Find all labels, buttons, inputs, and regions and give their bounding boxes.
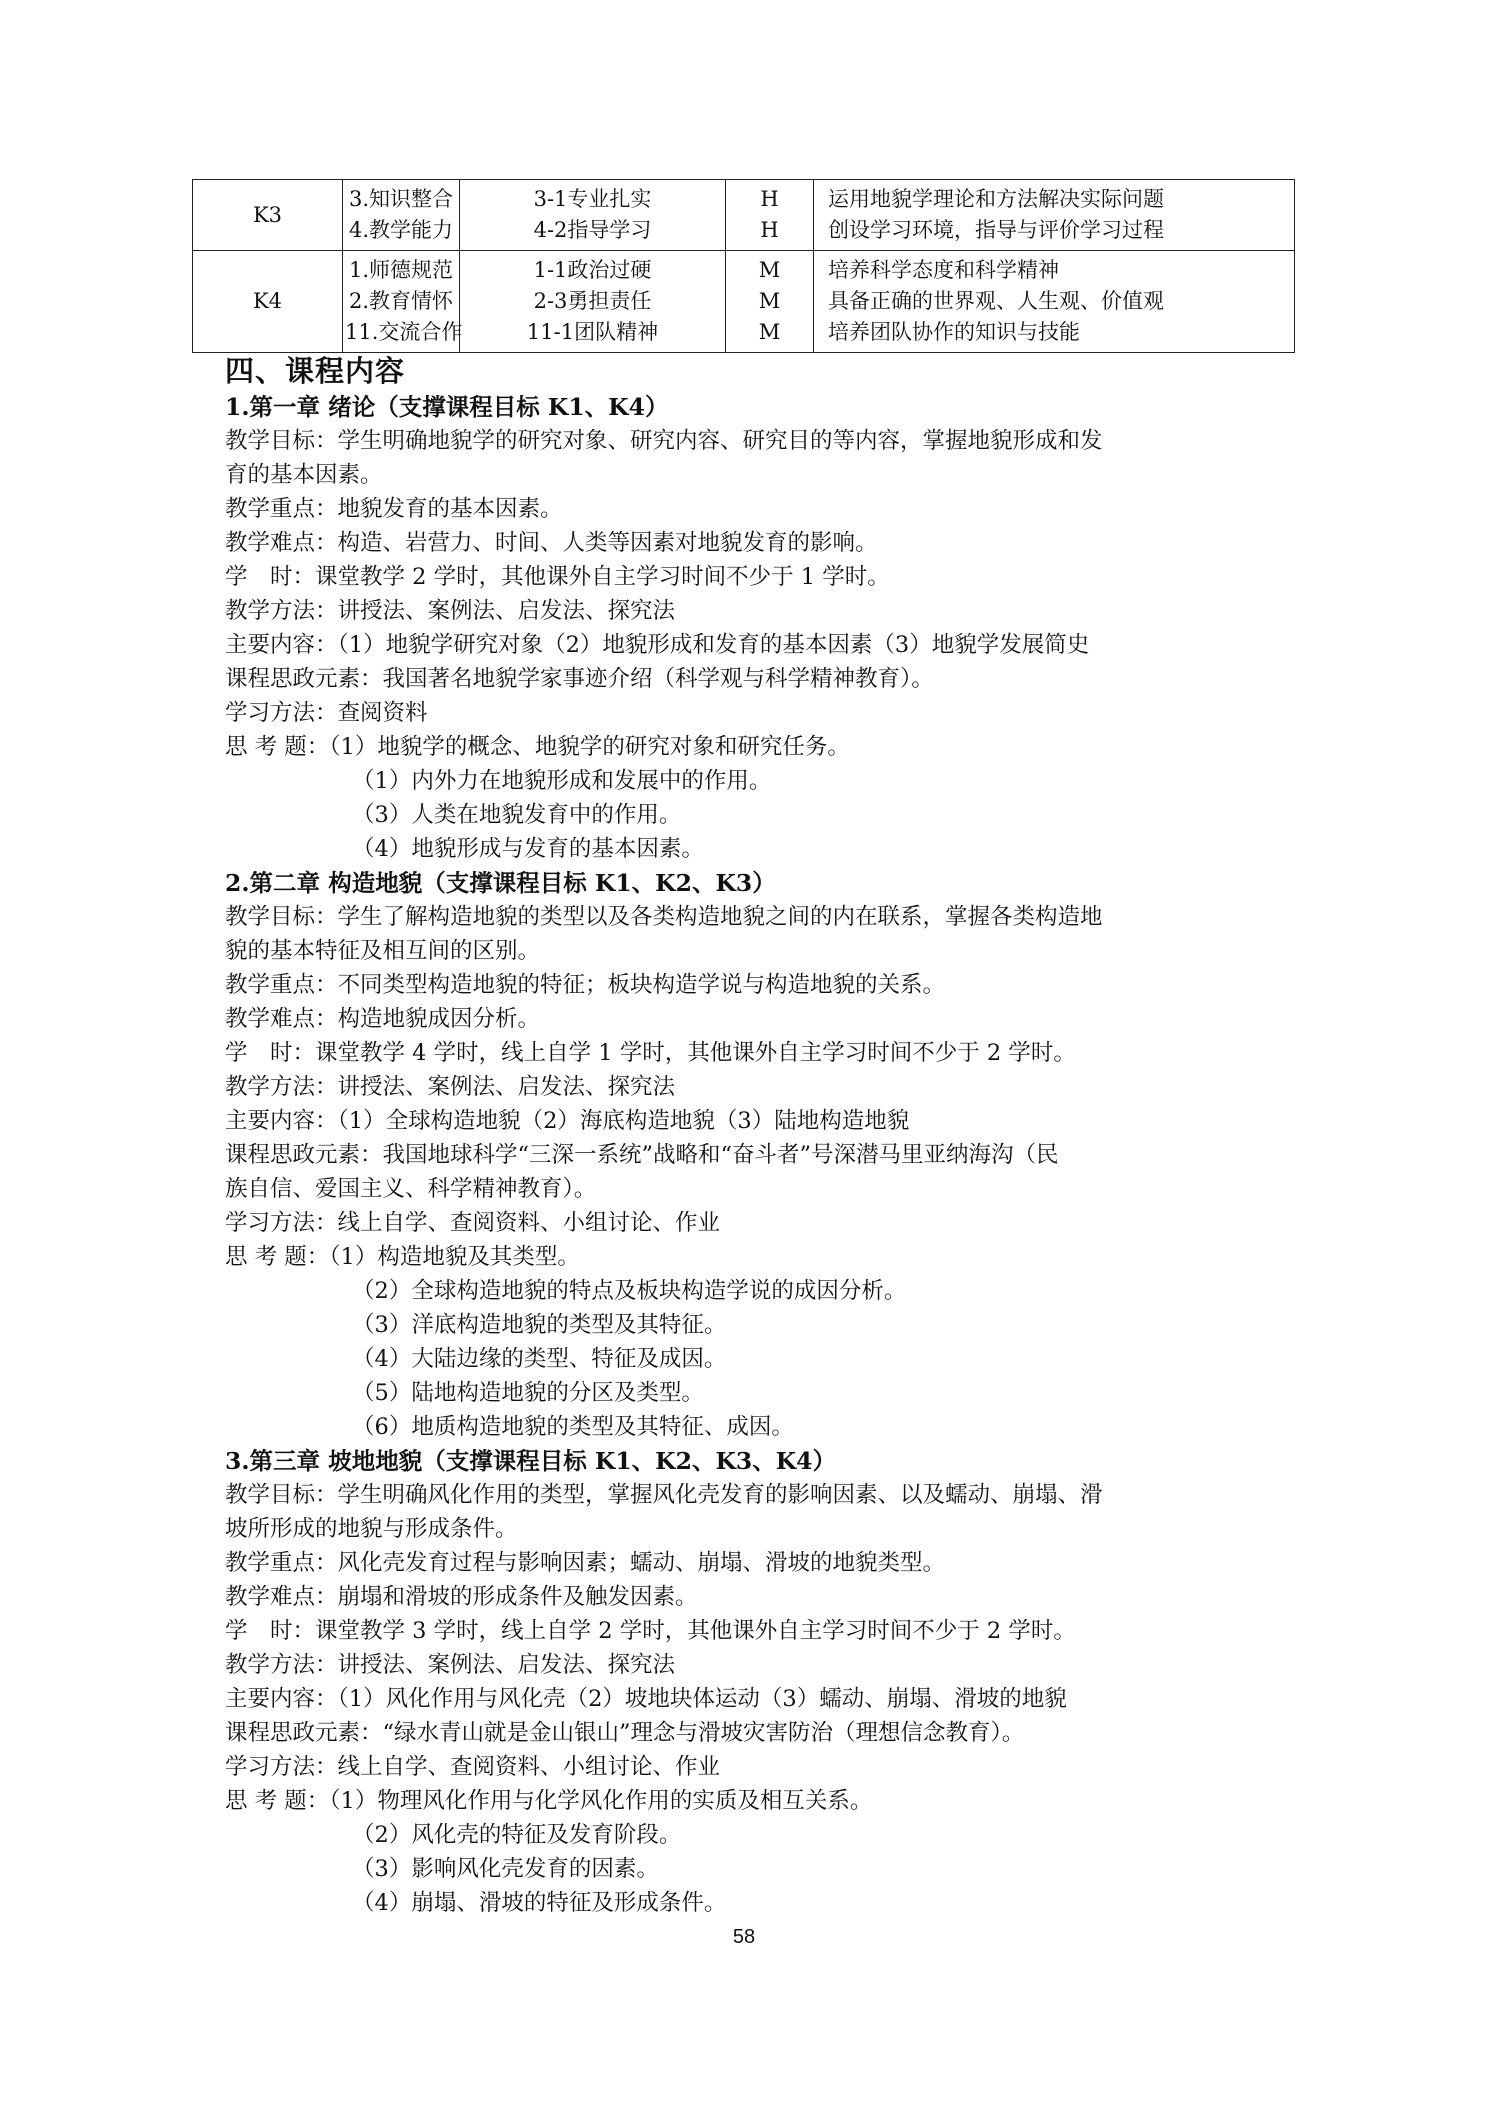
objective-code-cell: K4 [193,251,343,353]
content-line: 运用地貌学理论和方法解决实际问题 [828,187,1164,211]
content-cell [814,251,1295,353]
content-cell [814,180,1295,251]
chapter-line: 教学方法：讲授法、案例法、启发法、探究法 [225,1074,676,1100]
chapter-heading: 1.第一章 绪论（支撑课程目标 K1、K4） [225,393,669,421]
chapter-list [225,390,1285,1920]
requirement-line: 2.教育情怀 [348,289,454,313]
requirement-line: 11.交流合作 [345,320,463,344]
chapter-line: 教学目标：学生明确地貌学的研究对象、研究内容、研究目的等内容，掌握地貌形成和发 [225,428,1103,454]
thinking-question: （6）地质构造地貌的类型及其特征、成因。 [352,1414,794,1440]
indicator-line: 3-1专业扎实 [533,187,652,211]
thinking-question: （4）地貌形成与发育的基本因素。 [352,836,704,862]
chapter-line: 学习方法：查阅资料 [225,700,428,726]
course-content [225,352,1285,1920]
chapter-line: 教学难点：构造、岩营力、时间、人类等因素对地貌发育的影响。 [225,530,878,556]
support-level: M [758,258,781,282]
chapter-line: 教学难点：崩塌和滑坡的形成条件及触发因素。 [225,1584,698,1610]
chapter-heading: 2.第二章 构造地貌（支撑课程目标 K1、K2、K3） [225,869,776,897]
indicator-line: 2-3勇担责任 [533,289,652,313]
thinking-question: （2）风化壳的特征及发育阶段。 [352,1822,682,1848]
course-objectives-table [192,179,1295,353]
table-row [193,251,1295,353]
requirement-cell [343,180,460,251]
chapter-line: 课程思政元素：“绿水青山就是金山银山”理念与滑坡灾害防治（理想信念教育）。 [225,1720,1025,1746]
chapter-line: 学习方法：线上自学、查阅资料、小组讨论、作业 [225,1754,721,1780]
support-level: M [758,320,781,344]
support-level: H [760,187,779,211]
chapter-line: 学 时：课堂教学 3 学时，线上自学 2 学时，其他课外自主学习时间不少于 2 学时。 [225,1618,1076,1644]
thinking-question: （2）全球构造地貌的特点及板块构造学说的成因分析。 [352,1278,907,1304]
thinking-question: （5）陆地构造地貌的分区及类型。 [352,1380,704,1406]
content-line: 培养科学态度和科学精神 [828,258,1059,282]
chapter-section [225,866,1285,1444]
objective-code-cell: K3 [193,180,343,251]
page-number: 58 [732,1926,756,1948]
thinking-question: （3）影响风化壳发育的因素。 [352,1856,659,1882]
chapter-line: 主要内容：（1）风化作用与风化壳（2）坡地块体运动（3）蠕动、崩塌、滑坡的地貌 [225,1686,1067,1712]
indicator-cell [460,180,726,251]
chapter-line: 教学方法：讲授法、案例法、启发法、探究法 [225,598,676,624]
thinking-question: （3）人类在地貌发育中的作用。 [352,802,682,828]
chapter-line: 貌的基本特征及相互间的区别。 [225,938,541,964]
requirement-line: 4.教学能力 [348,218,454,242]
chapter-section [225,1444,1285,1920]
indicator-line: 11-1团队精神 [526,320,659,344]
chapter-line: 学习方法：线上自学、查阅资料、小组讨论、作业 [225,1210,721,1236]
support-level-cell [726,180,814,251]
chapter-line: 教学难点：构造地貌成因分析。 [225,1006,541,1032]
chapter-line: 主要内容：（1）地貌学研究对象（2）地貌形成和发育的基本因素（3）地貌学发展简史 [225,632,1090,658]
indicator-cell [460,251,726,353]
thinking-question: （1）内外力在地貌形成和发展中的作用。 [352,768,772,794]
support-level: H [760,218,779,242]
section-title: 四、课程内容 [225,354,406,388]
chapter-line: 课程思政元素：我国地球科学“三深一系统”战略和“奋斗者”号深潜马里亚纳海沟（民 [225,1142,1059,1168]
content-line: 创设学习环境，指导与评价学习过程 [828,218,1164,242]
chapter-line: 坡所形成的地貌与形成条件。 [225,1516,518,1542]
table-body [193,180,1295,353]
requirement-line: 1.师德规范 [348,258,454,282]
chapter-line: 思 考 题：（1）构造地貌及其类型。 [225,1244,580,1270]
support-level-cell [726,251,814,353]
chapter-line: 教学重点：地貌发育的基本因素。 [225,496,563,522]
chapter-line: 课程思政元素：我国著名地貌学家事迹介绍（科学观与科学精神教育）。 [225,666,934,692]
thinking-question: （4）崩塌、滑坡的特征及形成条件。 [352,1890,727,1916]
support-level: M [758,289,781,313]
chapter-line: 教学方法：讲授法、案例法、启发法、探究法 [225,1652,676,1678]
chapter-line: 教学目标：学生明确风化作用的类型，掌握风化壳发育的影响因素、以及蠕动、崩塌、滑 [225,1482,1103,1508]
requirement-line: 3.知识整合 [348,187,454,211]
indicator-line: 1-1政治过硬 [533,258,652,282]
thinking-question: （3）洋底构造地貌的类型及其特征。 [352,1312,727,1338]
chapter-line: 思 考 题：（1）地貌学的概念、地貌学的研究对象和研究任务。 [225,734,850,760]
requirement-cell [343,251,463,353]
indicator-line: 4-2指导学习 [533,218,652,242]
chapter-line: 育的基本因素。 [225,462,383,488]
content-line: 具备正确的世界观、人生观、价值观 [828,289,1164,313]
chapter-line: 学 时：课堂教学 2 学时，其他课外自主学习时间不少于 1 学时。 [225,564,890,590]
chapter-line: 思 考 题：（1）物理风化作用与化学风化作用的实质及相互关系。 [225,1788,873,1814]
chapter-heading: 3.第三章 坡地地貌（支撑课程目标 K1、K2、K3、K4） [225,1447,836,1475]
chapter-line: 主要内容：（1）全球构造地貌（2）海底构造地貌（3）陆地构造地貌 [225,1108,910,1134]
chapter-line: 教学目标：学生了解构造地貌的类型以及各类构造地貌之间的内在联系，掌握各类构造地 [225,904,1103,930]
content-line: 培养团队协作的知识与技能 [828,320,1080,344]
chapter-section [225,390,1285,866]
chapter-line: 教学重点：不同类型构造地貌的特征；板块构造学说与构造地貌的关系。 [225,972,946,998]
chapter-line: 教学重点：风化壳发育过程与影响因素；蠕动、崩塌、滑坡的地貌类型。 [225,1550,946,1576]
chapter-line: 学 时：课堂教学 4 学时，线上自学 1 学时，其他课外自主学习时间不少于 2 学时。 [225,1040,1076,1066]
table-row [193,180,1295,251]
chapter-line: 族自信、爱国主义、科学精神教育）。 [225,1176,597,1202]
thinking-question: （4）大陆边缘的类型、特征及成因。 [352,1346,727,1372]
